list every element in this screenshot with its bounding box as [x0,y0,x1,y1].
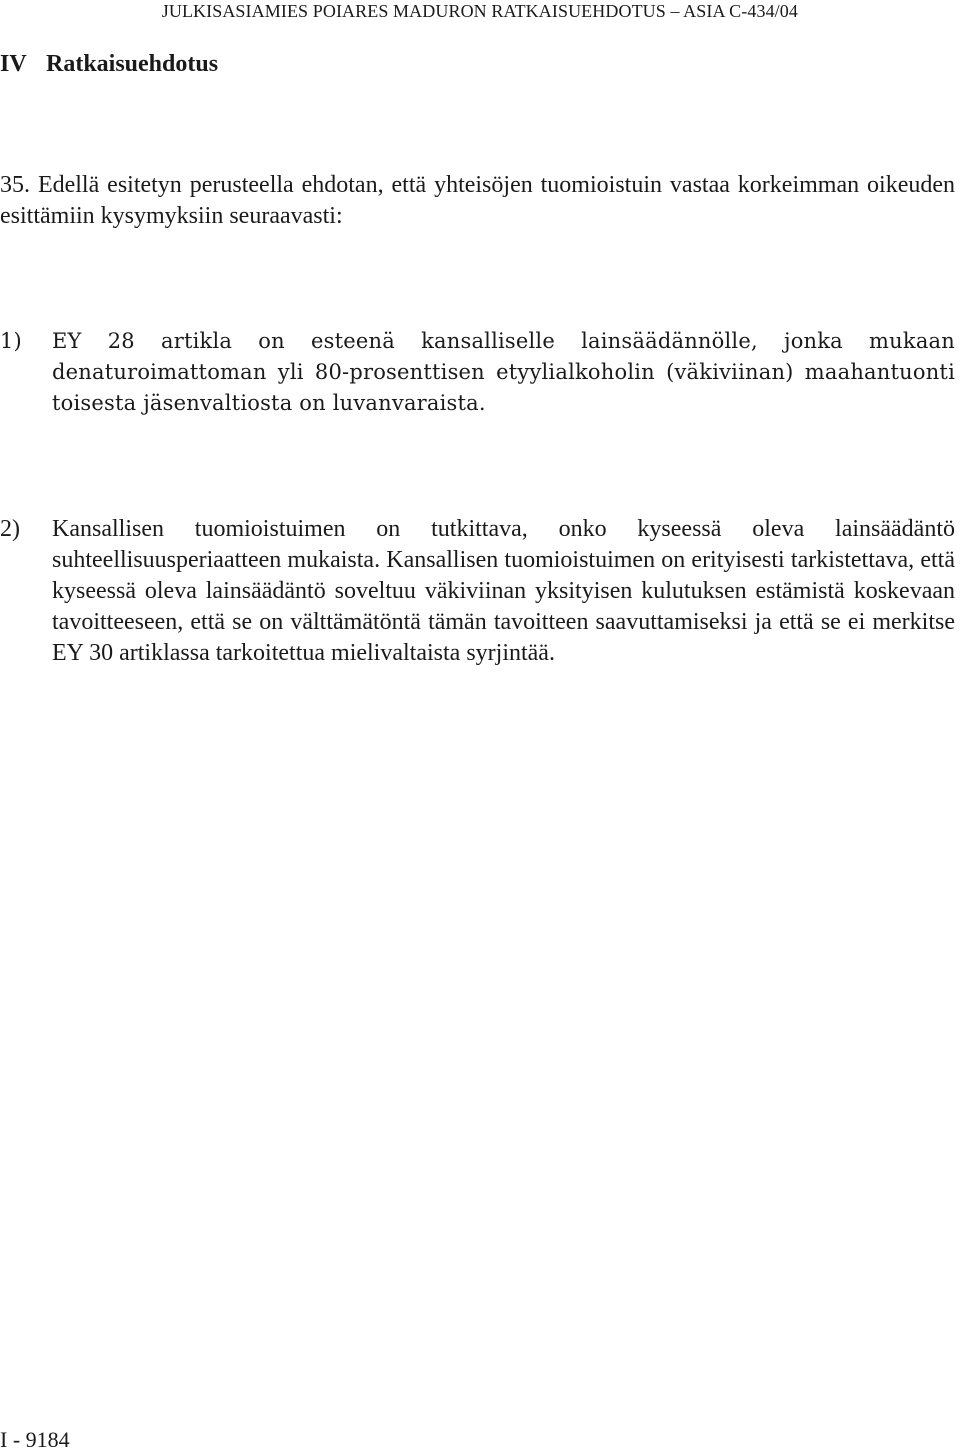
paragraph-35 [0,170,955,232]
page-number: I - 9184 [0,1427,70,1452]
running-header: JULKISASIAMIES POIARES MADURON RATKAISUEHDOTUS – ASIA C-434/04 [161,1,798,21]
paragraph-text: Edellä esitetyn perusteella ehdotan, että yhteisöjen tuomioistuin vastaa korkeimman oikeuden esittämiin kysymyksiin seuraavasti: [0,172,956,229]
answer-item-1 [0,326,955,419]
paragraph-number: 35. [0,172,30,198]
section-heading [0,49,218,79]
section-number: IV [0,51,27,77]
section-title: Ratkaisuehdotus [46,51,219,77]
answer-number: 2) [0,516,20,542]
answer-text: EY 28 artikla on esteenä kansalliselle lainsäädännölle, jonka mukaan denaturoimattoman yli 80-prosenttisen etyylialkoholin (väkiviinan) maahantuonti toisesta jäsenvaltiosta on luvanvaraista. [52,329,955,415]
answer-text: Kansallisen tuomioistuimen on tutkittava, onko kyseessä oleva lainsäädäntö suhteellisuusperiaatteen mukaista. Kansallisen tuomioistuimen on erityisesti tarkistettava, että kyseessä oleva lainsäädäntö soveltuu väkiviinan yksityisen kulutuksen estämistä koskevaan tavoitteeseen, että se on välttämätöntä tämän tavoitteen saavuttamiseksi ja että se ei merkitse EY 30 artiklassa tarkoitettua mielivaltaista syrjintää. [52,516,955,666]
answer-item-2 [0,514,955,669]
answer-number: 1) [0,329,22,353]
